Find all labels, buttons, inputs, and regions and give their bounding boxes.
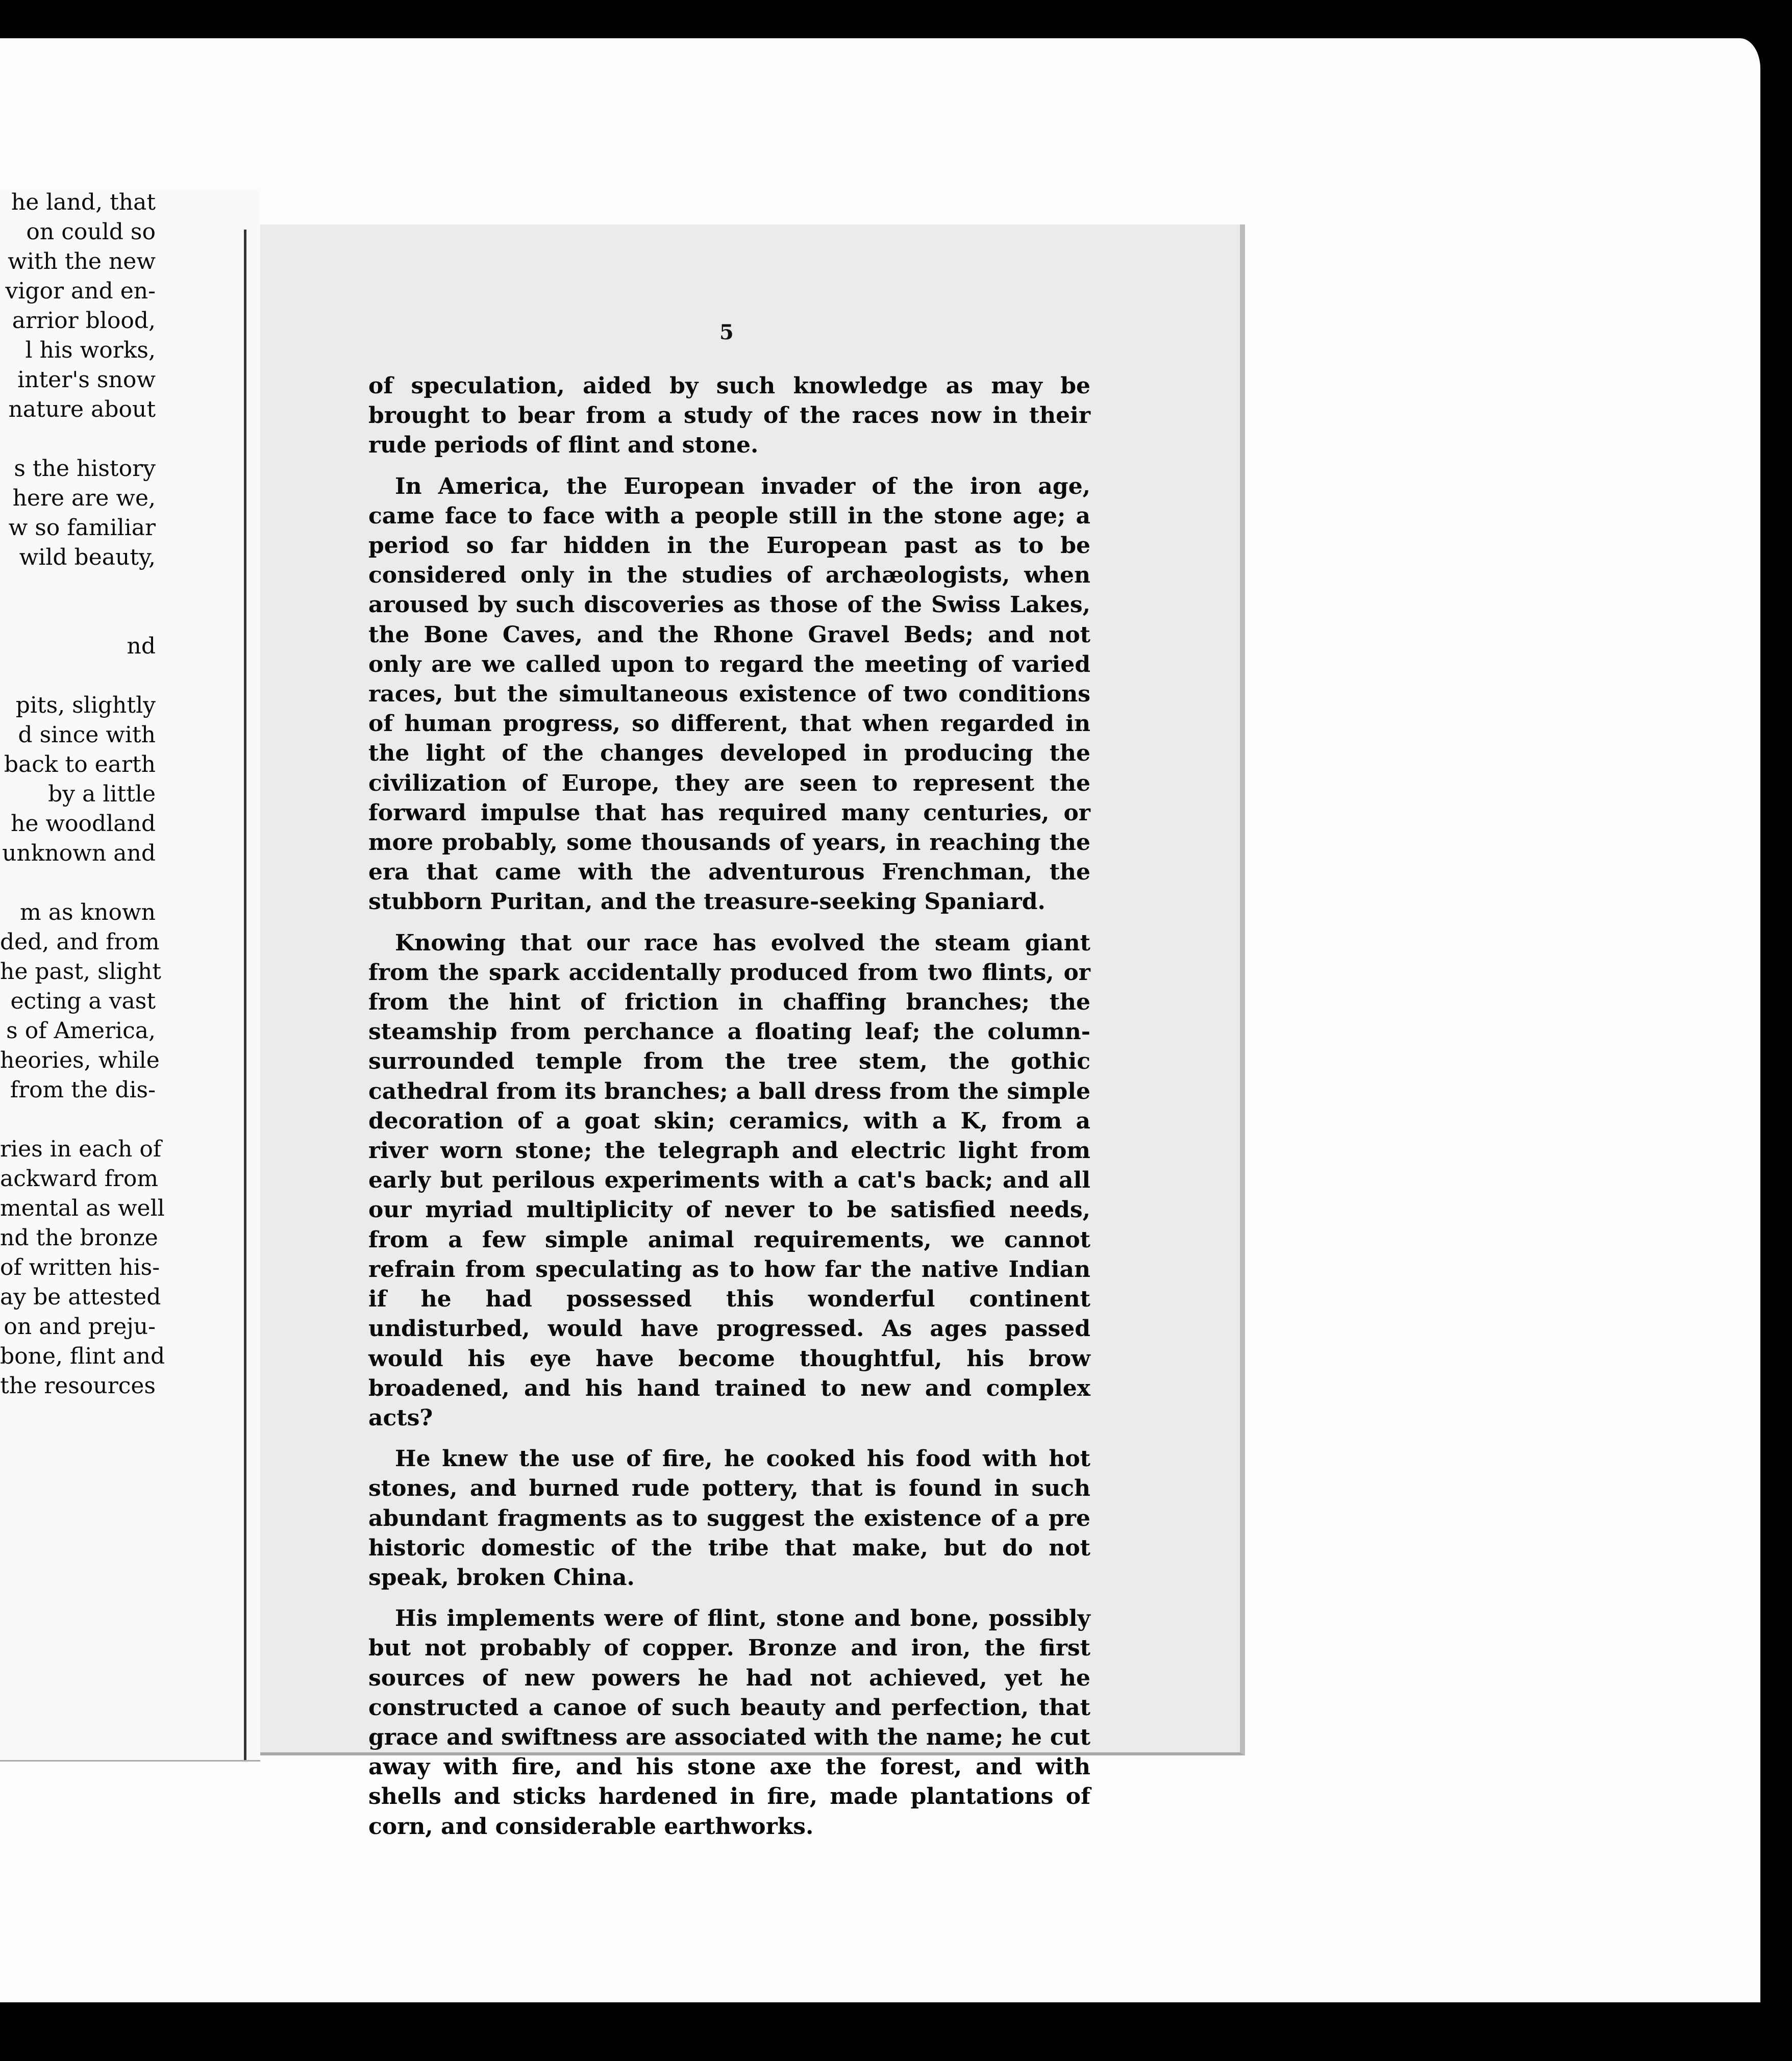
left-page-line: w so familiar bbox=[8, 515, 156, 541]
left-page-line: bone, flint and bbox=[0, 1343, 165, 1369]
left-page-line: he land, that bbox=[11, 189, 156, 215]
paragraph-3: Knowing that our race has evolved the steam giant from the spark accidentally produced from two flints, or from the hint of friction in chaffing branches; the steamship from perchance a floating leaf; the column-surrounded temple from the tree stem, the gothic cathedral from its branches; a ball dress from the simple decoration of a goat skin; ceramics, with a K, from a river worn stone; the telegraph and electric light from early but perilous experiments with a cat's back; and all our myriad multiplicity of never to be satisfied needs, from a few simple animal requirements, we cannot refrain from speculating as to how far the native Indian if he had possessed this wonderful continent undisturbed, would have progressed. As ages passed would his eye have become thoughtful, his brow broadened, and his hand trained to new and complex acts? bbox=[368, 929, 1090, 1431]
left-page-text bbox=[0, 188, 260, 1401]
left-page-line: he woodland bbox=[11, 811, 156, 837]
left-page-line: nature about bbox=[8, 396, 156, 422]
left-page-line: heories, while bbox=[0, 1047, 160, 1073]
left-page-line: ay be attested bbox=[0, 1284, 161, 1310]
paragraph-4: He knew the use of fire, he cooked his food with hot stones, and burned rude pottery, that is found in such abundant fragments as to suggest the existence of a pre historic domestic of the tribe that make, but do not speak, broken China. bbox=[368, 1446, 1090, 1591]
left-page-line: from the dis- bbox=[10, 1077, 156, 1103]
left-page-line: mental as well bbox=[0, 1195, 165, 1221]
left-page-line bbox=[0, 572, 260, 602]
left-page-line: vigor and en- bbox=[5, 278, 156, 304]
left-page-line: ded, and from bbox=[0, 929, 160, 955]
left-page-line: ries in each of bbox=[0, 1136, 162, 1162]
left-page-line: pits, slightly bbox=[15, 692, 156, 718]
left-page-line: l his works, bbox=[25, 337, 156, 363]
left-page-line: back to earth bbox=[4, 751, 156, 777]
left-page-line: on and preju- bbox=[4, 1314, 156, 1340]
left-page-line bbox=[0, 661, 260, 691]
left-page-line bbox=[0, 424, 260, 454]
paragraph-5: His implements were of flint, stone and bone, possibly but not probably of copper. Bronze and iron, the first sources of new powers he had not achieved, yet he constructed a canoe of such beauty and perfection, that grace and swiftness are associated with the name; he cut away with fire, and his stone axe the forest, and with shells and sticks hardened in fire, made plantations of corn, and considerable earthworks. bbox=[368, 1605, 1090, 1840]
left-page-line: inter's snow bbox=[17, 367, 156, 393]
left-page-line: the resources bbox=[0, 1373, 156, 1399]
left-page-line: ecting a vast bbox=[10, 988, 156, 1014]
left-page-line: he past, slight bbox=[0, 959, 161, 985]
left-page-line: arrior blood, bbox=[12, 308, 156, 334]
paragraph-1: of speculation, aided by such knowledge as may be brought to bear from a study of the races now in their rude periods of flint and stone. bbox=[368, 373, 1090, 459]
left-page-line bbox=[0, 1105, 260, 1135]
left-page-line: here are we, bbox=[12, 485, 156, 511]
left-page-line: by a little bbox=[48, 781, 156, 807]
paragraph-2: In America, the European invader of the iron age, came face to face with a people still in the stone age; a period so far hidden in the European past as to be considered only in the studies of archæologists, when aroused by such discoveries as those of the Swiss Lakes, the Bone Caves, and the Rhone Gravel Beds; and not only are we called upon to regard the meeting of varied races, but the simultaneous existence of two conditions of human progress, so different, that when regarded in the light of the changes developed in producing the civilization of Europe, they are seen to represent the forward impulse that has required many centuries, or more probably, some thousands of years, in reaching the era that came with the adventurous Frenchman, the stubborn Puritan, and the treasure-seeking Spaniard. bbox=[368, 473, 1090, 915]
left-page-line: nd bbox=[127, 633, 156, 659]
left-page-line bbox=[0, 602, 260, 632]
right-page-text bbox=[368, 371, 1090, 1853]
page-number: 5 bbox=[719, 320, 734, 344]
left-page-line: on could so bbox=[26, 219, 156, 245]
left-page-line: m as known bbox=[20, 899, 156, 925]
left-page-line: s the history bbox=[14, 456, 156, 482]
left-page-line: with the new bbox=[8, 248, 156, 274]
left-page-line: nd the bronze bbox=[0, 1225, 158, 1251]
left-page-line: s of America, bbox=[6, 1018, 156, 1044]
left-page-line: wild beauty, bbox=[19, 544, 156, 570]
left-page-line bbox=[0, 868, 260, 898]
left-page-line: of written his- bbox=[0, 1254, 160, 1280]
left-page-line: unknown and bbox=[2, 840, 156, 866]
left-page-line: d since with bbox=[18, 722, 156, 748]
left-page-line: ackward from bbox=[0, 1166, 159, 1192]
